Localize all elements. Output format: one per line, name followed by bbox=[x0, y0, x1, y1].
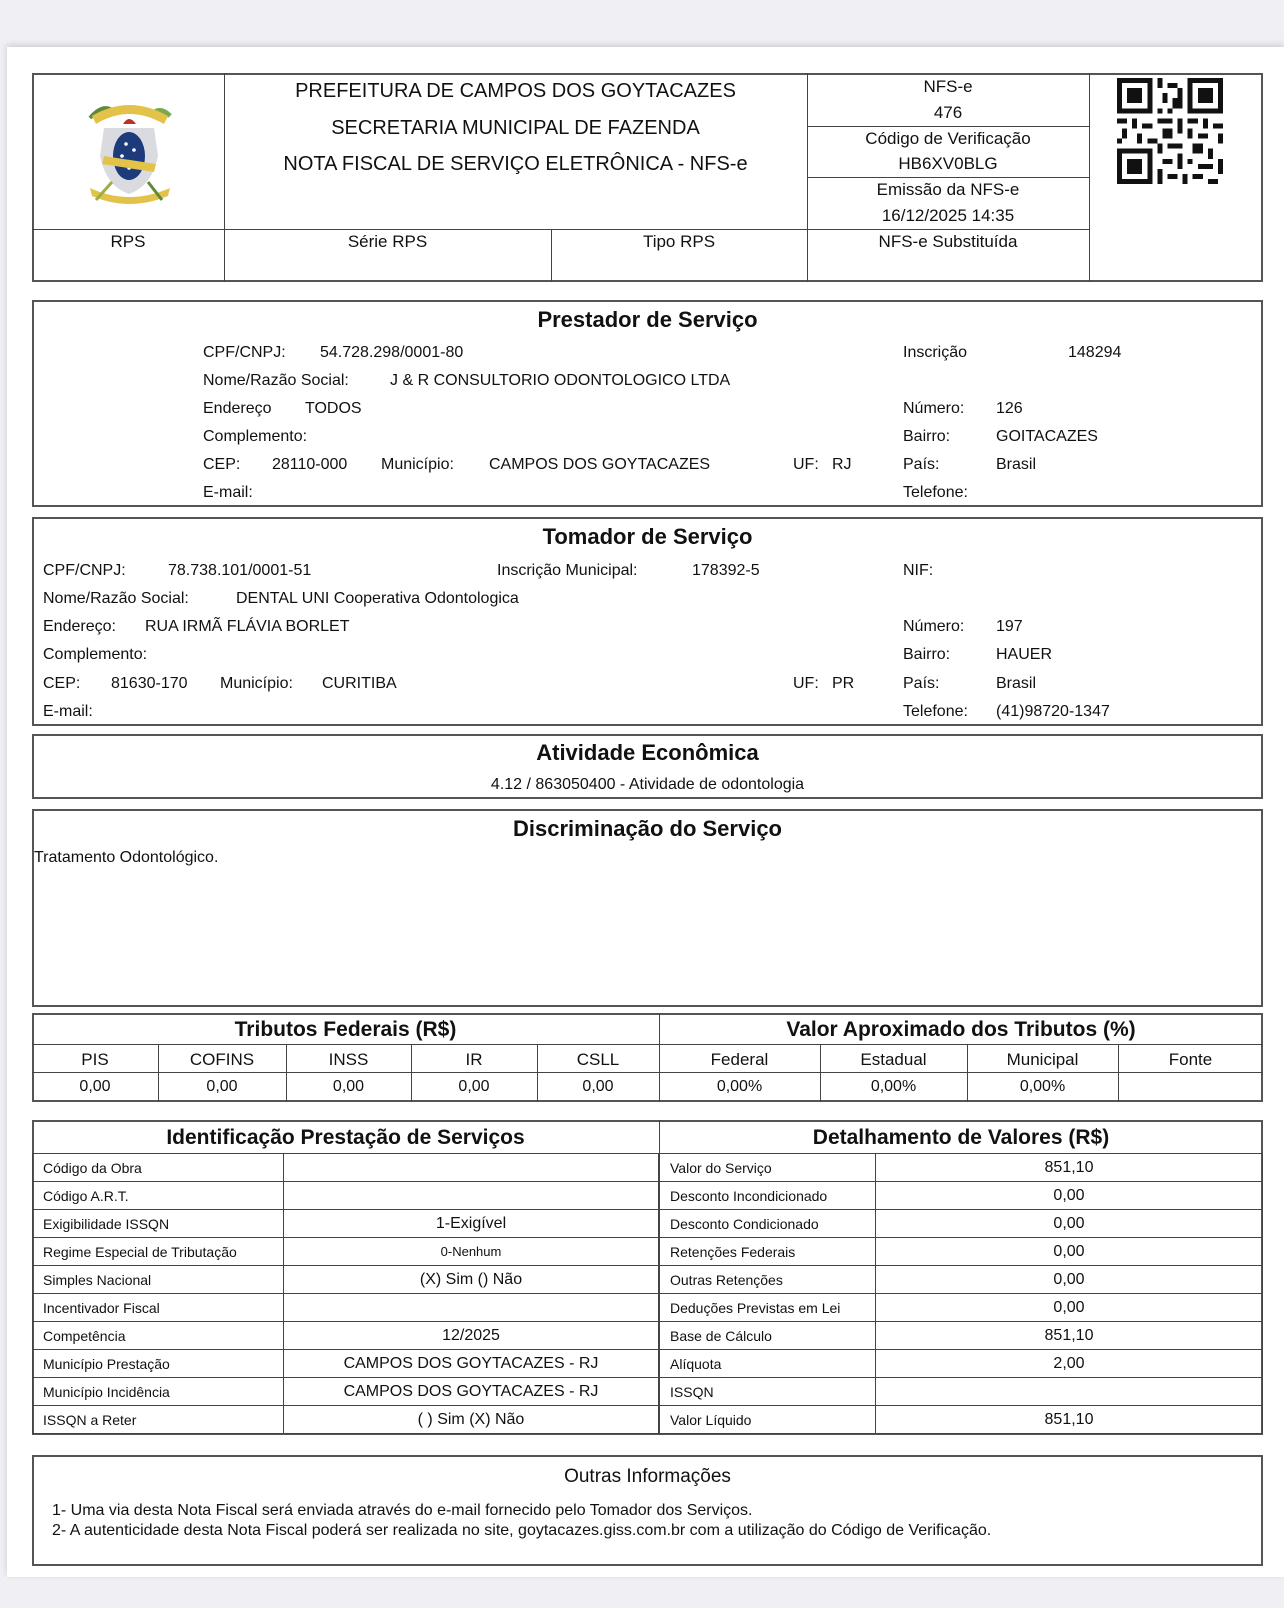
tomador-municipio: CURITIBA bbox=[322, 675, 397, 692]
tomador-uf-label: UF: bbox=[793, 675, 819, 692]
tributo-header-ir: IR bbox=[465, 1050, 483, 1069]
prestador-title: Prestador de Serviço bbox=[537, 307, 758, 332]
tomador-endereco: RUA IRMÃ FLÁVIA BORLET bbox=[145, 618, 350, 635]
prestador-endereco-label: Endereço bbox=[203, 400, 272, 417]
row-value bbox=[284, 1154, 659, 1182]
atividade-title: Atividade Econômica bbox=[536, 740, 759, 765]
tomador-pais: Brasil bbox=[996, 675, 1037, 692]
outras-informacoes-title: Outras Informações bbox=[564, 1466, 731, 1487]
tributo-value-csll: 0,00 bbox=[582, 1078, 614, 1095]
row-value: 0-Nenhum bbox=[284, 1238, 659, 1266]
row-value: 12/2025 bbox=[284, 1322, 659, 1350]
row-value: 851,10 bbox=[876, 1322, 1263, 1350]
emission-label: Emissão da NFS-e bbox=[876, 180, 1020, 199]
table-row bbox=[33, 1210, 659, 1238]
tomador-cnpj-label: CPF/CNPJ: bbox=[43, 562, 126, 579]
prestador-email-label: E-mail: bbox=[203, 484, 253, 501]
tributo-value-pis: 0,00 bbox=[79, 1078, 111, 1095]
row-value: 851,10 bbox=[876, 1154, 1263, 1182]
serie-rps-label: Série RPS bbox=[347, 232, 428, 251]
row-label: Desconto Incondicionado bbox=[660, 1182, 876, 1210]
aprox-header-federal: Federal bbox=[710, 1050, 769, 1069]
tomador-im-label: Inscrição Municipal: bbox=[497, 562, 638, 579]
substituted-label: NFS-e Substituída bbox=[878, 232, 1018, 251]
prestador-cnpj-label: CPF/CNPJ: bbox=[203, 344, 286, 361]
row-label: Base de Cálculo bbox=[660, 1322, 876, 1350]
aprox-header-municipal: Municipal bbox=[1006, 1050, 1079, 1069]
tributo-header-csll: CSLL bbox=[576, 1050, 620, 1069]
row-label: Código da Obra bbox=[33, 1154, 284, 1182]
prestador-cep: 28110-000 bbox=[272, 456, 348, 473]
verification-code: HB6XV0BLG bbox=[898, 154, 998, 173]
tomador-telefone-label: Telefone: bbox=[903, 703, 968, 720]
table-row bbox=[660, 1154, 1263, 1182]
table-row bbox=[33, 1322, 659, 1350]
nfse-label: NFS-e bbox=[923, 77, 973, 96]
tributo-value-ir: 0,00 bbox=[458, 1078, 490, 1095]
prestador-uf-label: UF: bbox=[793, 456, 819, 473]
row-label: ISSQN bbox=[660, 1378, 876, 1406]
header-line-1: PREFEITURA DE CAMPOS DOS GOYTACAZES bbox=[295, 80, 736, 102]
row-value: 0,00 bbox=[876, 1266, 1263, 1294]
table-row bbox=[660, 1322, 1263, 1350]
prestador-inscricao-label: Inscrição bbox=[903, 344, 968, 361]
tomador-numero-label: Número: bbox=[903, 618, 965, 635]
table-row bbox=[660, 1210, 1263, 1238]
prestador-nome-label: Nome/Razão Social: bbox=[203, 372, 349, 389]
row-label: ISSQN a Reter bbox=[33, 1406, 284, 1434]
table-row bbox=[660, 1266, 1263, 1294]
table-row bbox=[33, 1266, 659, 1294]
row-value: 0,00 bbox=[876, 1294, 1263, 1322]
prestador-numero-label: Número: bbox=[903, 400, 965, 417]
row-label: Simples Nacional bbox=[33, 1266, 284, 1294]
tributo-header-pis: PIS bbox=[81, 1050, 109, 1069]
outras-line-2: 2- A autenticidade desta Nota Fiscal poderá ser realizada no site, goytacazes.giss.com.br com a utilização do Código de Verificação. bbox=[52, 1522, 992, 1539]
aprox-header-estadual: Estadual bbox=[860, 1050, 927, 1069]
row-label: Desconto Condicionado bbox=[660, 1210, 876, 1238]
row-value: ( ) Sim (X) Não bbox=[284, 1406, 659, 1434]
prestador-pais-label: País: bbox=[903, 456, 940, 473]
prestador-telefone-label: Telefone: bbox=[903, 484, 968, 501]
qr-code-icon bbox=[1117, 78, 1223, 184]
tomador-email-label: E-mail: bbox=[43, 703, 93, 720]
table-row bbox=[33, 1154, 659, 1182]
row-value: 0,00 bbox=[876, 1182, 1263, 1210]
rps-label: RPS bbox=[110, 232, 146, 251]
prestador-bairro-label: Bairro: bbox=[903, 428, 951, 445]
tomador-pais-label: País: bbox=[903, 675, 940, 692]
aprox-value-municipal: 0,00% bbox=[1019, 1078, 1066, 1095]
tomador-nome-label: Nome/Razão Social: bbox=[43, 590, 189, 607]
row-value: CAMPOS DOS GOYTACAZES - RJ bbox=[284, 1350, 659, 1378]
tomador-numero: 197 bbox=[996, 618, 1023, 635]
row-label: Outras Retenções bbox=[660, 1266, 876, 1294]
prestador-cep-label: CEP: bbox=[203, 456, 241, 473]
prestador-endereco: TODOS bbox=[305, 400, 362, 417]
tomador-uf: PR bbox=[832, 675, 855, 692]
prestador-complemento-label: Complemento: bbox=[203, 428, 308, 445]
tomador-complemento-label: Complemento: bbox=[43, 646, 148, 663]
row-value: 1-Exigível bbox=[284, 1210, 659, 1238]
valor-aproximado-title: Valor Aproximado dos Tributos (%) bbox=[786, 1018, 1136, 1041]
identificacao-table bbox=[32, 1153, 659, 1434]
tributos-federais-title: Tributos Federais (R$) bbox=[234, 1018, 457, 1041]
row-label: Retenções Federais bbox=[660, 1238, 876, 1266]
row-label: Município Incidência bbox=[33, 1378, 284, 1406]
tomador-bairro: HAUER bbox=[996, 646, 1053, 663]
table-row bbox=[660, 1406, 1263, 1434]
prestador-nome: J & R CONSULTORIO ODONTOLOGICO LTDA bbox=[390, 372, 731, 389]
table-row bbox=[33, 1378, 659, 1406]
table-row bbox=[33, 1294, 659, 1322]
tomador-bairro-label: Bairro: bbox=[903, 646, 951, 663]
row-label: Valor do Serviço bbox=[660, 1154, 876, 1182]
table-row bbox=[660, 1378, 1263, 1406]
table-row bbox=[660, 1238, 1263, 1266]
row-value: 0,00 bbox=[876, 1238, 1263, 1266]
tomador-nome: DENTAL UNI Cooperativa Odontologica bbox=[236, 590, 519, 607]
tributo-value-cofins: 0,00 bbox=[206, 1078, 238, 1095]
row-value bbox=[876, 1378, 1263, 1406]
table-row bbox=[660, 1350, 1263, 1378]
tipo-rps-label: Tipo RPS bbox=[642, 232, 716, 251]
identificacao-title: Identificação Prestação de Serviços bbox=[166, 1126, 525, 1149]
outras-line-1: 1- Uma via desta Nota Fiscal será enviada através do e-mail fornecido pelo Tomador dos Serviços. bbox=[52, 1502, 753, 1519]
tomador-cnpj: 78.738.101/0001-51 bbox=[168, 562, 312, 579]
prestador-numero: 126 bbox=[996, 400, 1023, 417]
atividade-value: 4.12 / 863050400 - Atividade de odontologia bbox=[490, 776, 805, 793]
aprox-header-fonte: Fonte bbox=[1168, 1050, 1213, 1069]
row-value bbox=[284, 1294, 659, 1322]
tributo-header-cofins: COFINS bbox=[189, 1050, 255, 1069]
aprox-value-federal: 0,00% bbox=[716, 1078, 763, 1095]
row-value: (X) Sim () Não bbox=[284, 1266, 659, 1294]
tomador-cep: 81630-170 bbox=[111, 675, 188, 692]
verification-label: Código de Verificação bbox=[865, 129, 1031, 148]
row-label: Deduções Previstas em Lei bbox=[660, 1294, 876, 1322]
row-label: Incentivador Fiscal bbox=[33, 1294, 284, 1322]
tomador-nif-label: NIF: bbox=[903, 562, 934, 579]
row-label: Competência bbox=[33, 1322, 284, 1350]
header-line-3: NOTA FISCAL DE SERVIÇO ELETRÔNICA - NFS-e bbox=[283, 153, 748, 175]
row-label: Regime Especial de Tributação bbox=[33, 1238, 284, 1266]
prestador-cnpj: 54.728.298/0001-80 bbox=[320, 344, 464, 361]
tomador-municipio-label: Município: bbox=[220, 675, 293, 692]
row-value bbox=[284, 1182, 659, 1210]
emission-datetime: 16/12/2025 14:35 bbox=[881, 206, 1015, 225]
table-row bbox=[33, 1350, 659, 1378]
row-label: Município Prestação bbox=[33, 1350, 284, 1378]
prestador-municipio-label: Município: bbox=[381, 456, 454, 473]
tomador-telefone: (41)98720-1347 bbox=[996, 703, 1110, 720]
table-row bbox=[33, 1238, 659, 1266]
table-row bbox=[660, 1294, 1263, 1322]
prestador-municipio: CAMPOS DOS GOYTACAZES bbox=[489, 456, 711, 473]
row-value: CAMPOS DOS GOYTACAZES - RJ bbox=[284, 1378, 659, 1406]
discriminacao-title: Discriminação do Serviço bbox=[513, 816, 782, 841]
row-label: Alíquota bbox=[660, 1350, 876, 1378]
row-label: Valor Líquido bbox=[660, 1406, 876, 1434]
detalhamento-table bbox=[659, 1153, 1263, 1434]
aprox-value-estadual: 0,00% bbox=[870, 1078, 917, 1095]
row-value: 2,00 bbox=[876, 1350, 1263, 1378]
tributo-header-inss: INSS bbox=[328, 1050, 369, 1069]
tomador-cep-label: CEP: bbox=[43, 675, 81, 692]
table-row bbox=[33, 1182, 659, 1210]
coat-of-arms-icon bbox=[82, 96, 177, 208]
tomador-title: Tomador de Serviço bbox=[542, 524, 753, 549]
row-label: Exigibilidade ISSQN bbox=[33, 1210, 284, 1238]
discriminacao-text: Tratamento Odontológico. bbox=[34, 849, 219, 866]
prestador-pais: Brasil bbox=[996, 456, 1037, 473]
row-label: Código A.R.T. bbox=[33, 1182, 284, 1210]
nfse-number: 476 bbox=[933, 103, 963, 122]
row-value: 0,00 bbox=[876, 1210, 1263, 1238]
table-row bbox=[33, 1406, 659, 1434]
row-value: 851,10 bbox=[876, 1406, 1263, 1434]
prestador-bairro: GOITACAZES bbox=[996, 428, 1098, 445]
table-row bbox=[660, 1182, 1263, 1210]
prestador-inscricao: 148294 bbox=[1068, 344, 1122, 361]
detalhamento-title: Detalhamento de Valores (R$) bbox=[812, 1126, 1110, 1149]
header-line-2: SECRETARIA MUNICIPAL DE FAZENDA bbox=[331, 117, 700, 139]
tomador-endereco-label: Endereço: bbox=[43, 618, 116, 635]
prestador-uf: RJ bbox=[832, 456, 852, 473]
tomador-im: 178392-5 bbox=[692, 562, 760, 579]
tributo-value-inss: 0,00 bbox=[332, 1078, 365, 1095]
